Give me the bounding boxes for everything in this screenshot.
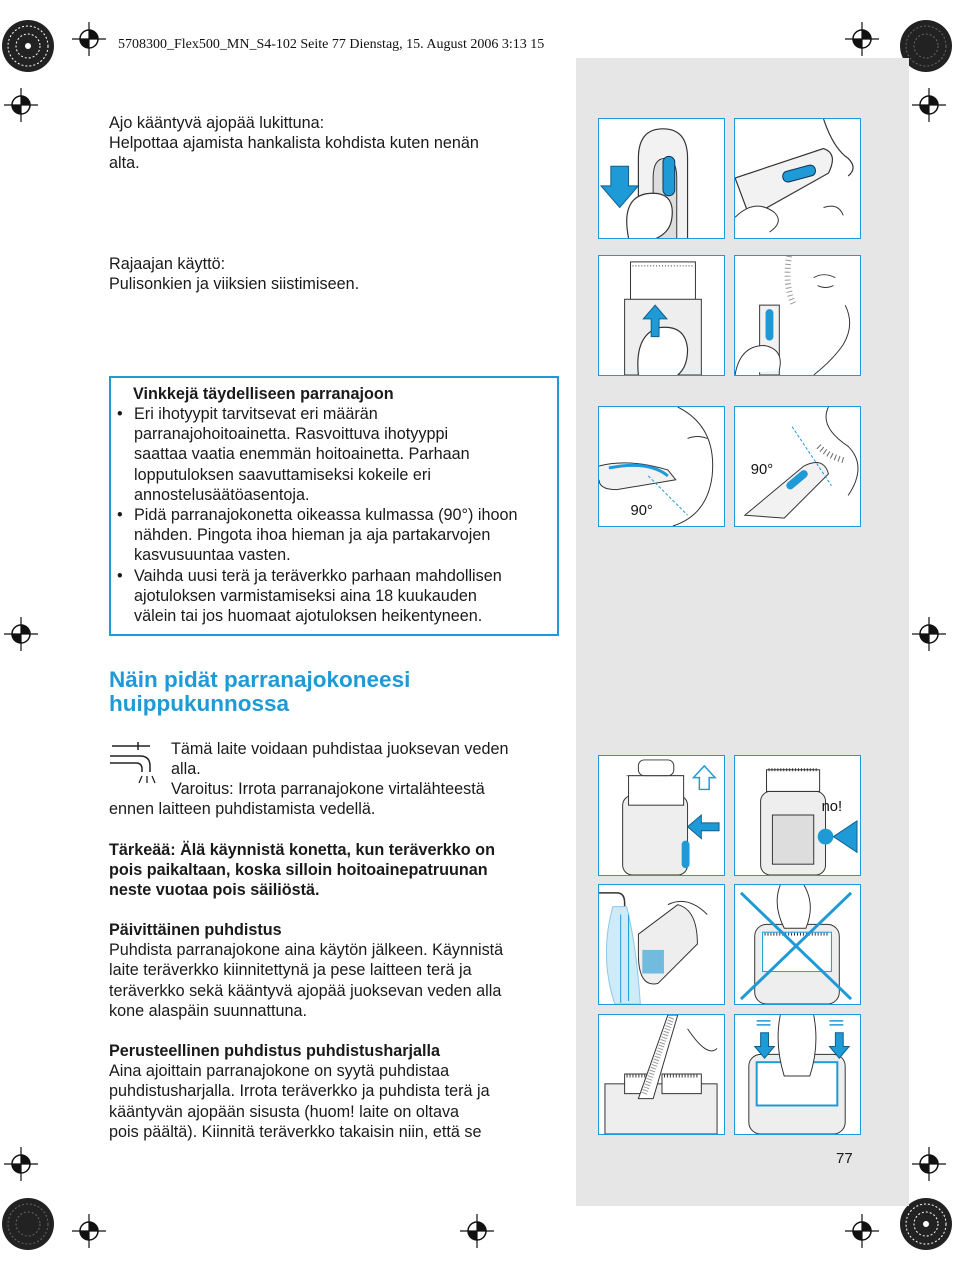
bullet: •: [117, 405, 123, 423]
tip-line: kasvusuuntaa vasten.: [134, 546, 291, 565]
tip-line: välein tai jos huomaat ajotuloksen heikentyneen.: [134, 607, 483, 626]
registration-wheel-bottom-left: [0, 1196, 56, 1252]
trimmer-section: [109, 254, 559, 294]
illustration-nose-shave: [734, 118, 861, 239]
tip-line: nähden. Pingota ihoa hieman ja aja partakarvojen: [134, 526, 491, 545]
angle-label: 90°: [630, 503, 653, 520]
illustration-brush-clean: [598, 1014, 725, 1135]
crosshair-mark: [845, 1214, 879, 1248]
water-info: [171, 739, 561, 800]
important-line: pois paikaltaan, koska silloin hoitoainepatruunan: [109, 861, 488, 880]
illustration-sideburn-trim: [734, 255, 861, 376]
illustration-rinse: [598, 884, 725, 1005]
tip-item: [117, 505, 553, 566]
crosshair-mark: [72, 22, 106, 56]
print-header: 5708300_Flex500_MN_S4-102 Seite 77 Dienstag, 15. August 2006 3:13 15: [118, 37, 545, 52]
important-notice: [109, 840, 559, 901]
illustration-no-pressure: [734, 884, 861, 1005]
tip-line: saattaa vaatia enemmän hoitoainetta. Parhaan: [134, 445, 470, 464]
crosshair-mark: [4, 88, 38, 122]
important-line: Tärkeää: Älä käynnistä konetta, kun teräverkko on: [109, 841, 495, 859]
illustration-no-power: [734, 755, 861, 876]
title-line: huippukunnossa: [109, 691, 289, 716]
daily-cleaning-heading: Päivittäinen puhdistus: [109, 921, 282, 939]
no-label: no!: [821, 799, 843, 816]
tip-line: Eri ihotyypit tarvitsevat eri määrän: [134, 405, 378, 423]
brush-cleaning-heading: Perusteellinen puhdistus puhdistusharjalla: [109, 1042, 441, 1060]
illustration-angle-side: [734, 406, 861, 527]
faucet-icon: [108, 740, 160, 784]
brush-line: kääntyvän ajopään sisusta (huom! laite on oltava: [109, 1102, 460, 1121]
tips-title: Vinkkejä täydelliseen parranajoon: [133, 385, 394, 403]
tip-line: annostelusäätöasentoja.: [134, 485, 310, 504]
tip-line: parranajohoitoainetta. Rasvoittuva ihotyyppi: [134, 425, 449, 444]
pivot-lock-text: Helpottaa ajamista hankalista kohdista kuten nenän: [109, 134, 479, 153]
brush-line: pois päältä). Kiinnitä teräverkko takaisin niin, että se: [109, 1122, 482, 1141]
illustration-attach-foil: [734, 1014, 861, 1135]
illustration-lock-switch: [598, 118, 725, 239]
daily-line: Puhdista parranajokone aina käytön jälkeen. Käynnistä: [109, 941, 504, 960]
pivot-lock-heading: Ajo kääntyvä ajopää lukittuna:: [109, 114, 325, 132]
illustration-angle-front: [598, 406, 725, 527]
brush-line: Aina ajoittain parranajokone on syytä puhdistaa: [109, 1062, 450, 1081]
crosshair-mark: [4, 1147, 38, 1181]
trimmer-text: Pulisonkien ja viiksien siistimiseen.: [109, 275, 360, 294]
daily-cleaning-section: [109, 920, 559, 1021]
brush-cleaning-section: [109, 1041, 559, 1142]
crosshair-mark: [845, 22, 879, 56]
crosshair-mark: [460, 1214, 494, 1248]
tip-line: Vaihda uusi terä ja teräverkko parhaan mahdollisen: [134, 566, 502, 585]
illustration-remove-foil: [598, 755, 725, 876]
daily-line: kone alaspäin suunnattuna.: [109, 1001, 308, 1020]
daily-line: teräverkko sekä kääntyvä ajopää juoksevan veden alla: [109, 981, 502, 1000]
tip-line: lopputuloksen saavuttamiseksi kokeile eri: [134, 465, 431, 484]
tip-line: ajotuloksen varmistamiseksi aina 18 kuukauden: [134, 586, 477, 605]
care-section-title: [109, 668, 559, 716]
crosshair-mark: [912, 1147, 946, 1181]
water-line: Tämä laite voidaan puhdistaa juoksevan veden: [171, 740, 509, 758]
tip-item: [117, 566, 553, 627]
angle-label: 90°: [750, 461, 774, 478]
crosshair-mark: [912, 88, 946, 122]
warning-line: Varoitus: Irrota parranajokone virtalähteestä: [171, 780, 485, 799]
pivot-lock-text: alta.: [109, 154, 140, 173]
page-number: 77: [836, 1150, 853, 1167]
illustration-trimmer-up: [598, 255, 725, 376]
bullet: •: [117, 566, 123, 585]
pivot-lock-section: [109, 113, 559, 174]
brush-line: puhdistusharjalla. Irrota teräverkko ja puhdista terä ja: [109, 1082, 490, 1101]
tip-item: [117, 404, 553, 505]
tips-list: [117, 404, 553, 626]
title-line: Näin pidät parranajokoneesi: [109, 667, 411, 692]
crosshair-mark: [912, 617, 946, 651]
crosshair-mark: [72, 1214, 106, 1248]
tips-box: [109, 376, 559, 636]
crosshair-mark: [4, 617, 38, 651]
tip-line: Pidä parranajokonetta oikeassa kulmassa (90°) ihoon: [134, 506, 518, 525]
water-line: alla.: [171, 760, 201, 779]
trimmer-heading: Rajaajan käyttö:: [109, 255, 226, 273]
bullet: •: [117, 506, 123, 525]
daily-line: laite teräverkko kiinnitettynä ja pese laitteen terä ja: [109, 961, 472, 980]
registration-wheel-top-left: [0, 18, 56, 74]
important-line: neste vuotaa pois säiliöstä.: [109, 881, 320, 900]
warning-line: ennen laitteen puhdistamista vedellä.: [109, 800, 376, 818]
